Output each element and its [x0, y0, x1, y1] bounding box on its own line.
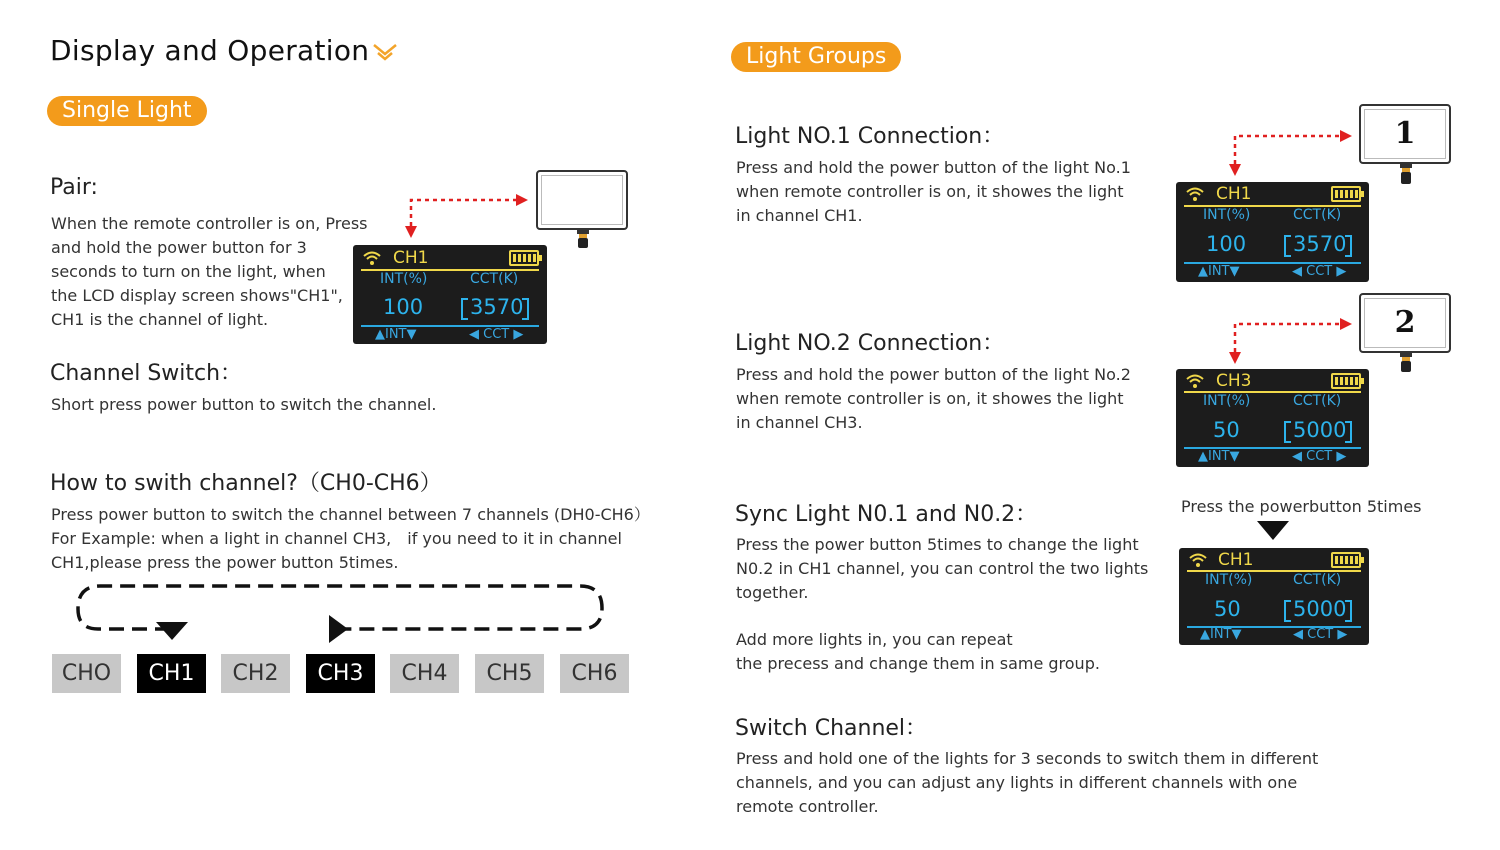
- switch-channel-line: Press and hold one of the lights for 3 seconds to switch them in different: [736, 749, 1319, 768]
- triangle-right-icon: ▶: [1336, 449, 1347, 464]
- bracket-left: [461, 298, 468, 320]
- switch-channel-text: [736, 747, 1318, 819]
- int-nav: [1198, 264, 1240, 279]
- sync-line: N0.2 in CH1 channel, you can control the two lights: [736, 559, 1149, 578]
- light2-text: [736, 363, 1131, 435]
- int-nav-label: INT: [1208, 264, 1230, 279]
- triangle-right-icon: ▶: [513, 327, 524, 342]
- cct-nav: [1292, 264, 1346, 279]
- lcd-display-group2: [1176, 369, 1369, 467]
- channel-box-ch4: CH4: [390, 654, 459, 693]
- int-nav: [1200, 627, 1242, 642]
- light2-line: in channel CH3.: [736, 413, 863, 432]
- battery-icon: [1331, 186, 1361, 202]
- triangle-down-icon: ▼: [1231, 627, 1242, 642]
- light1-line: when remote controller is on, it showes the light: [736, 182, 1124, 201]
- how-to-switch-line: For Example: when a light in channel CH3, if you need to it in channel: [51, 529, 622, 548]
- int-nav-label: INT: [1208, 449, 1230, 464]
- int-value: 50: [1214, 597, 1241, 621]
- lcd-channel: CH1: [393, 248, 429, 268]
- cct-nav: [469, 327, 523, 342]
- channel-box-ch5: CH5: [475, 654, 544, 693]
- pair-line: CH1 is the channel of light.: [51, 310, 269, 329]
- red-dashed-arrow: [400, 190, 532, 240]
- down-arrow-icon: [156, 622, 188, 640]
- int-nav: [1198, 449, 1240, 464]
- lcd-channel: CH3: [1216, 371, 1252, 391]
- cct-nav: [1292, 449, 1346, 464]
- int-label: INT(%): [1203, 393, 1251, 409]
- cct-nav: [1293, 627, 1347, 642]
- bracket-right: [1345, 600, 1352, 622]
- int-label: INT(%): [1203, 207, 1251, 223]
- right-arrow-icon: [329, 615, 348, 643]
- light-mount-icon: [574, 229, 592, 251]
- press-power-label: Press the powerbutton 5times: [1181, 497, 1422, 516]
- triangle-left-icon: ◀: [1292, 449, 1302, 464]
- int-value: 100: [383, 295, 424, 319]
- panel-number: 1: [1394, 116, 1416, 151]
- channel-loop-diagram: [70, 578, 610, 644]
- bracket-right: [522, 298, 529, 320]
- channel-box-ch2: CH2: [221, 654, 290, 693]
- cct-nav-label: CCT: [1306, 264, 1333, 279]
- panel-number: 2: [1394, 305, 1416, 340]
- battery-icon: [509, 250, 539, 266]
- sync-more-line: Add more lights in, you can repeat: [736, 630, 1013, 649]
- wifi-icon: [1188, 552, 1208, 568]
- triangle-down-icon: ▼: [1229, 449, 1240, 464]
- int-nav-label: INT: [1210, 627, 1232, 642]
- triangle-right-icon: ▶: [1337, 627, 1348, 642]
- how-to-switch-line: CH1,please press the power button 5times.: [51, 553, 399, 572]
- light1-line: in channel CH1.: [736, 206, 863, 225]
- pair-line: seconds to turn on the light, when: [51, 262, 326, 281]
- channel-box-ch0: CHO: [52, 654, 121, 693]
- cct-label: CCT(K): [470, 271, 519, 287]
- int-nav-label: INT: [385, 327, 407, 342]
- light-panel-1: [1359, 104, 1451, 164]
- int-label: INT(%): [380, 271, 428, 287]
- pair-line: When the remote controller is on, Press: [51, 214, 368, 233]
- channel-switch-text: Short press power button to switch the channel.: [51, 395, 437, 414]
- channel-switch-heading: Channel Switch：: [50, 361, 243, 386]
- channel-box-ch3: CH3: [306, 654, 375, 693]
- bracket-left: [1284, 235, 1291, 257]
- triangle-left-icon: ◀: [1293, 627, 1303, 642]
- int-label: INT(%): [1205, 572, 1253, 588]
- triangle-right-icon: ▶: [1336, 264, 1347, 279]
- lcd-display-group1: [1176, 182, 1369, 282]
- triangle-left-icon: ◀: [1292, 264, 1302, 279]
- light-mount-icon: [1397, 163, 1415, 187]
- sync-line: Press the power button 5times to change the light: [736, 535, 1139, 554]
- pair-line: and hold the power button for 3: [51, 238, 307, 257]
- channel-box-ch1: CH1: [137, 654, 206, 693]
- cct-nav-label: CCT: [483, 327, 510, 342]
- triangle-up-icon: ▲: [375, 327, 385, 342]
- light-panel-single: [536, 170, 628, 230]
- triangle-down-icon: ▼: [406, 327, 417, 342]
- red-dashed-arrow: [1224, 314, 1356, 366]
- battery-icon: [1331, 552, 1361, 568]
- double-chevron-down-icon: [372, 42, 398, 64]
- wifi-icon: [1185, 186, 1205, 202]
- lcd-display-single: [353, 245, 547, 344]
- switch-channel-heading: Switch Channel：: [735, 716, 928, 741]
- cct-label: CCT(K): [1293, 393, 1342, 409]
- wifi-icon: [1185, 373, 1205, 389]
- int-value: 100: [1206, 232, 1247, 256]
- lcd-display-sync: [1179, 548, 1369, 645]
- bracket-right: [1345, 235, 1352, 257]
- wifi-icon: [362, 250, 382, 266]
- triangle-down-icon: ▼: [1229, 264, 1240, 279]
- switch-channel-line: remote controller.: [736, 797, 879, 816]
- int-value: 50: [1213, 418, 1240, 442]
- light1-text: [736, 156, 1131, 228]
- page-title: Display and Operation: [50, 34, 370, 67]
- lcd-channel: CH1: [1218, 550, 1254, 570]
- switch-channel-line: channels, and you can adjust any lights in different channels with one: [736, 773, 1298, 792]
- down-arrow-icon: [1256, 520, 1290, 542]
- lcd-channel: CH1: [1216, 184, 1252, 204]
- bracket-right: [1345, 421, 1352, 443]
- sync-more-line: the precess and change them in same group.: [736, 654, 1100, 673]
- bracket-left: [1284, 600, 1291, 622]
- red-dashed-arrow: [1224, 126, 1356, 178]
- pair-heading: Pair:: [50, 175, 98, 200]
- channel-box-ch6: CH6: [560, 654, 629, 693]
- cct-label: CCT(K): [1293, 572, 1342, 588]
- cct-value: 3570: [1293, 232, 1347, 256]
- sync-text: [736, 533, 1148, 605]
- sync-heading: Sync Light N0.1 and N0.2：: [735, 502, 1038, 527]
- light-groups-badge: Light Groups: [731, 42, 901, 72]
- how-to-switch-text: [51, 503, 650, 575]
- sync-more-text: [736, 628, 1100, 676]
- light2-heading: Light NO.2 Connection：: [735, 331, 1005, 356]
- light1-heading: Light NO.1 Connection：: [735, 124, 1005, 149]
- battery-icon: [1331, 373, 1361, 389]
- pair-text: [51, 212, 368, 332]
- bracket-left: [1284, 421, 1291, 443]
- how-to-switch-line: Press power button to switch the channel between 7 channels (DH0-CH6）: [51, 505, 650, 524]
- pair-line: the LCD display screen shows"CH1",: [51, 286, 343, 305]
- light-panel-2: [1359, 293, 1451, 353]
- cct-value: 5000: [1293, 418, 1347, 442]
- triangle-up-icon: ▲: [1198, 449, 1208, 464]
- int-nav: [375, 327, 417, 342]
- single-light-badge: Single Light: [47, 96, 207, 126]
- light-mount-icon: [1397, 352, 1415, 374]
- cct-value: 5000: [1293, 597, 1347, 621]
- cct-nav-label: CCT: [1307, 627, 1334, 642]
- cct-nav-label: CCT: [1306, 449, 1333, 464]
- light2-line: Press and hold the power button of the light No.2: [736, 365, 1131, 384]
- light1-line: Press and hold the power button of the light No.1: [736, 158, 1131, 177]
- sync-line: together.: [736, 583, 809, 602]
- cct-label: CCT(K): [1293, 207, 1342, 223]
- triangle-left-icon: ◀: [469, 327, 479, 342]
- cct-value: 3570: [470, 295, 524, 319]
- how-to-switch-heading: How to swith channel?（CH0-CH6）: [50, 471, 442, 496]
- triangle-up-icon: ▲: [1200, 627, 1210, 642]
- light2-line: when remote controller is on, it showes the light: [736, 389, 1124, 408]
- triangle-up-icon: ▲: [1198, 264, 1208, 279]
